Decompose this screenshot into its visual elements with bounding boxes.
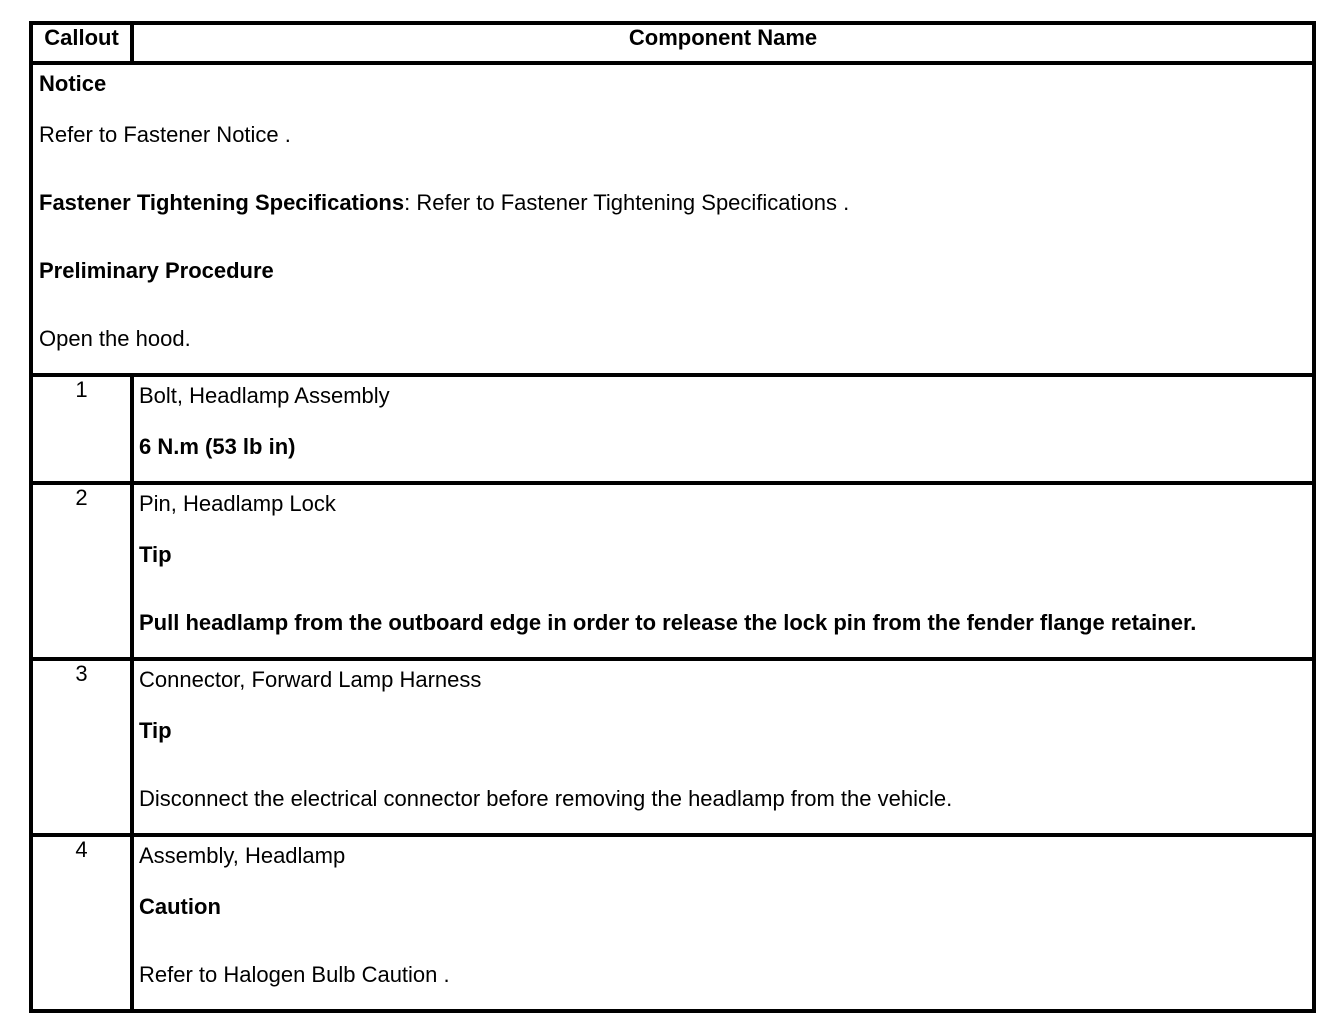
component-name: Pin, Headlamp Lock (139, 491, 336, 516)
callout-header: Callout (31, 23, 132, 63)
table-row (31, 375, 1314, 483)
component-name: Connector, Forward Lamp Harness (139, 667, 482, 692)
callout-number: 3 (31, 659, 132, 835)
component-cell (132, 375, 1314, 483)
spec-label: Fastener Tightening Specifications (39, 190, 405, 215)
component-name: Assembly, Headlamp (139, 843, 346, 868)
component-name-header: Component Name (132, 23, 1314, 63)
detail-label: Caution (139, 894, 221, 919)
detail-text: Refer to Halogen Bulb Caution . (139, 962, 450, 987)
spec-text: : Refer to Fastener Tightening Specifications . (404, 190, 850, 215)
prelim-text: Open the hood. (39, 326, 191, 351)
preamble-cell (31, 63, 1314, 375)
preamble-row (31, 63, 1314, 375)
component-cell (132, 659, 1314, 835)
callout-number: 1 (31, 375, 132, 483)
spec-line (39, 169, 1312, 237)
component-name: Bolt, Headlamp Assembly (139, 383, 390, 408)
notice-text: Refer to Fastener Notice . (39, 122, 291, 147)
notice-heading: Notice (39, 71, 107, 96)
prelim-heading: Preliminary Procedure (39, 258, 274, 283)
table-row (31, 483, 1314, 659)
procedure-table (29, 21, 1316, 1013)
torque-spec: 6 N.m (53 lb in) (139, 434, 296, 459)
header-row (31, 23, 1314, 63)
detail-label: Tip (139, 542, 172, 567)
callout-number: 4 (31, 835, 132, 1011)
component-cell (132, 835, 1314, 1011)
table-row (31, 835, 1314, 1011)
detail-text: Pull headlamp from the outboard edge in order to release the lock pin from the fender flange retainer. (139, 610, 1197, 635)
component-cell (132, 483, 1314, 659)
table-row (31, 659, 1314, 835)
detail-label: Tip (139, 718, 172, 743)
detail-text: Disconnect the electrical connector before removing the headlamp from the vehicle. (139, 786, 953, 811)
callout-number: 2 (31, 483, 132, 659)
